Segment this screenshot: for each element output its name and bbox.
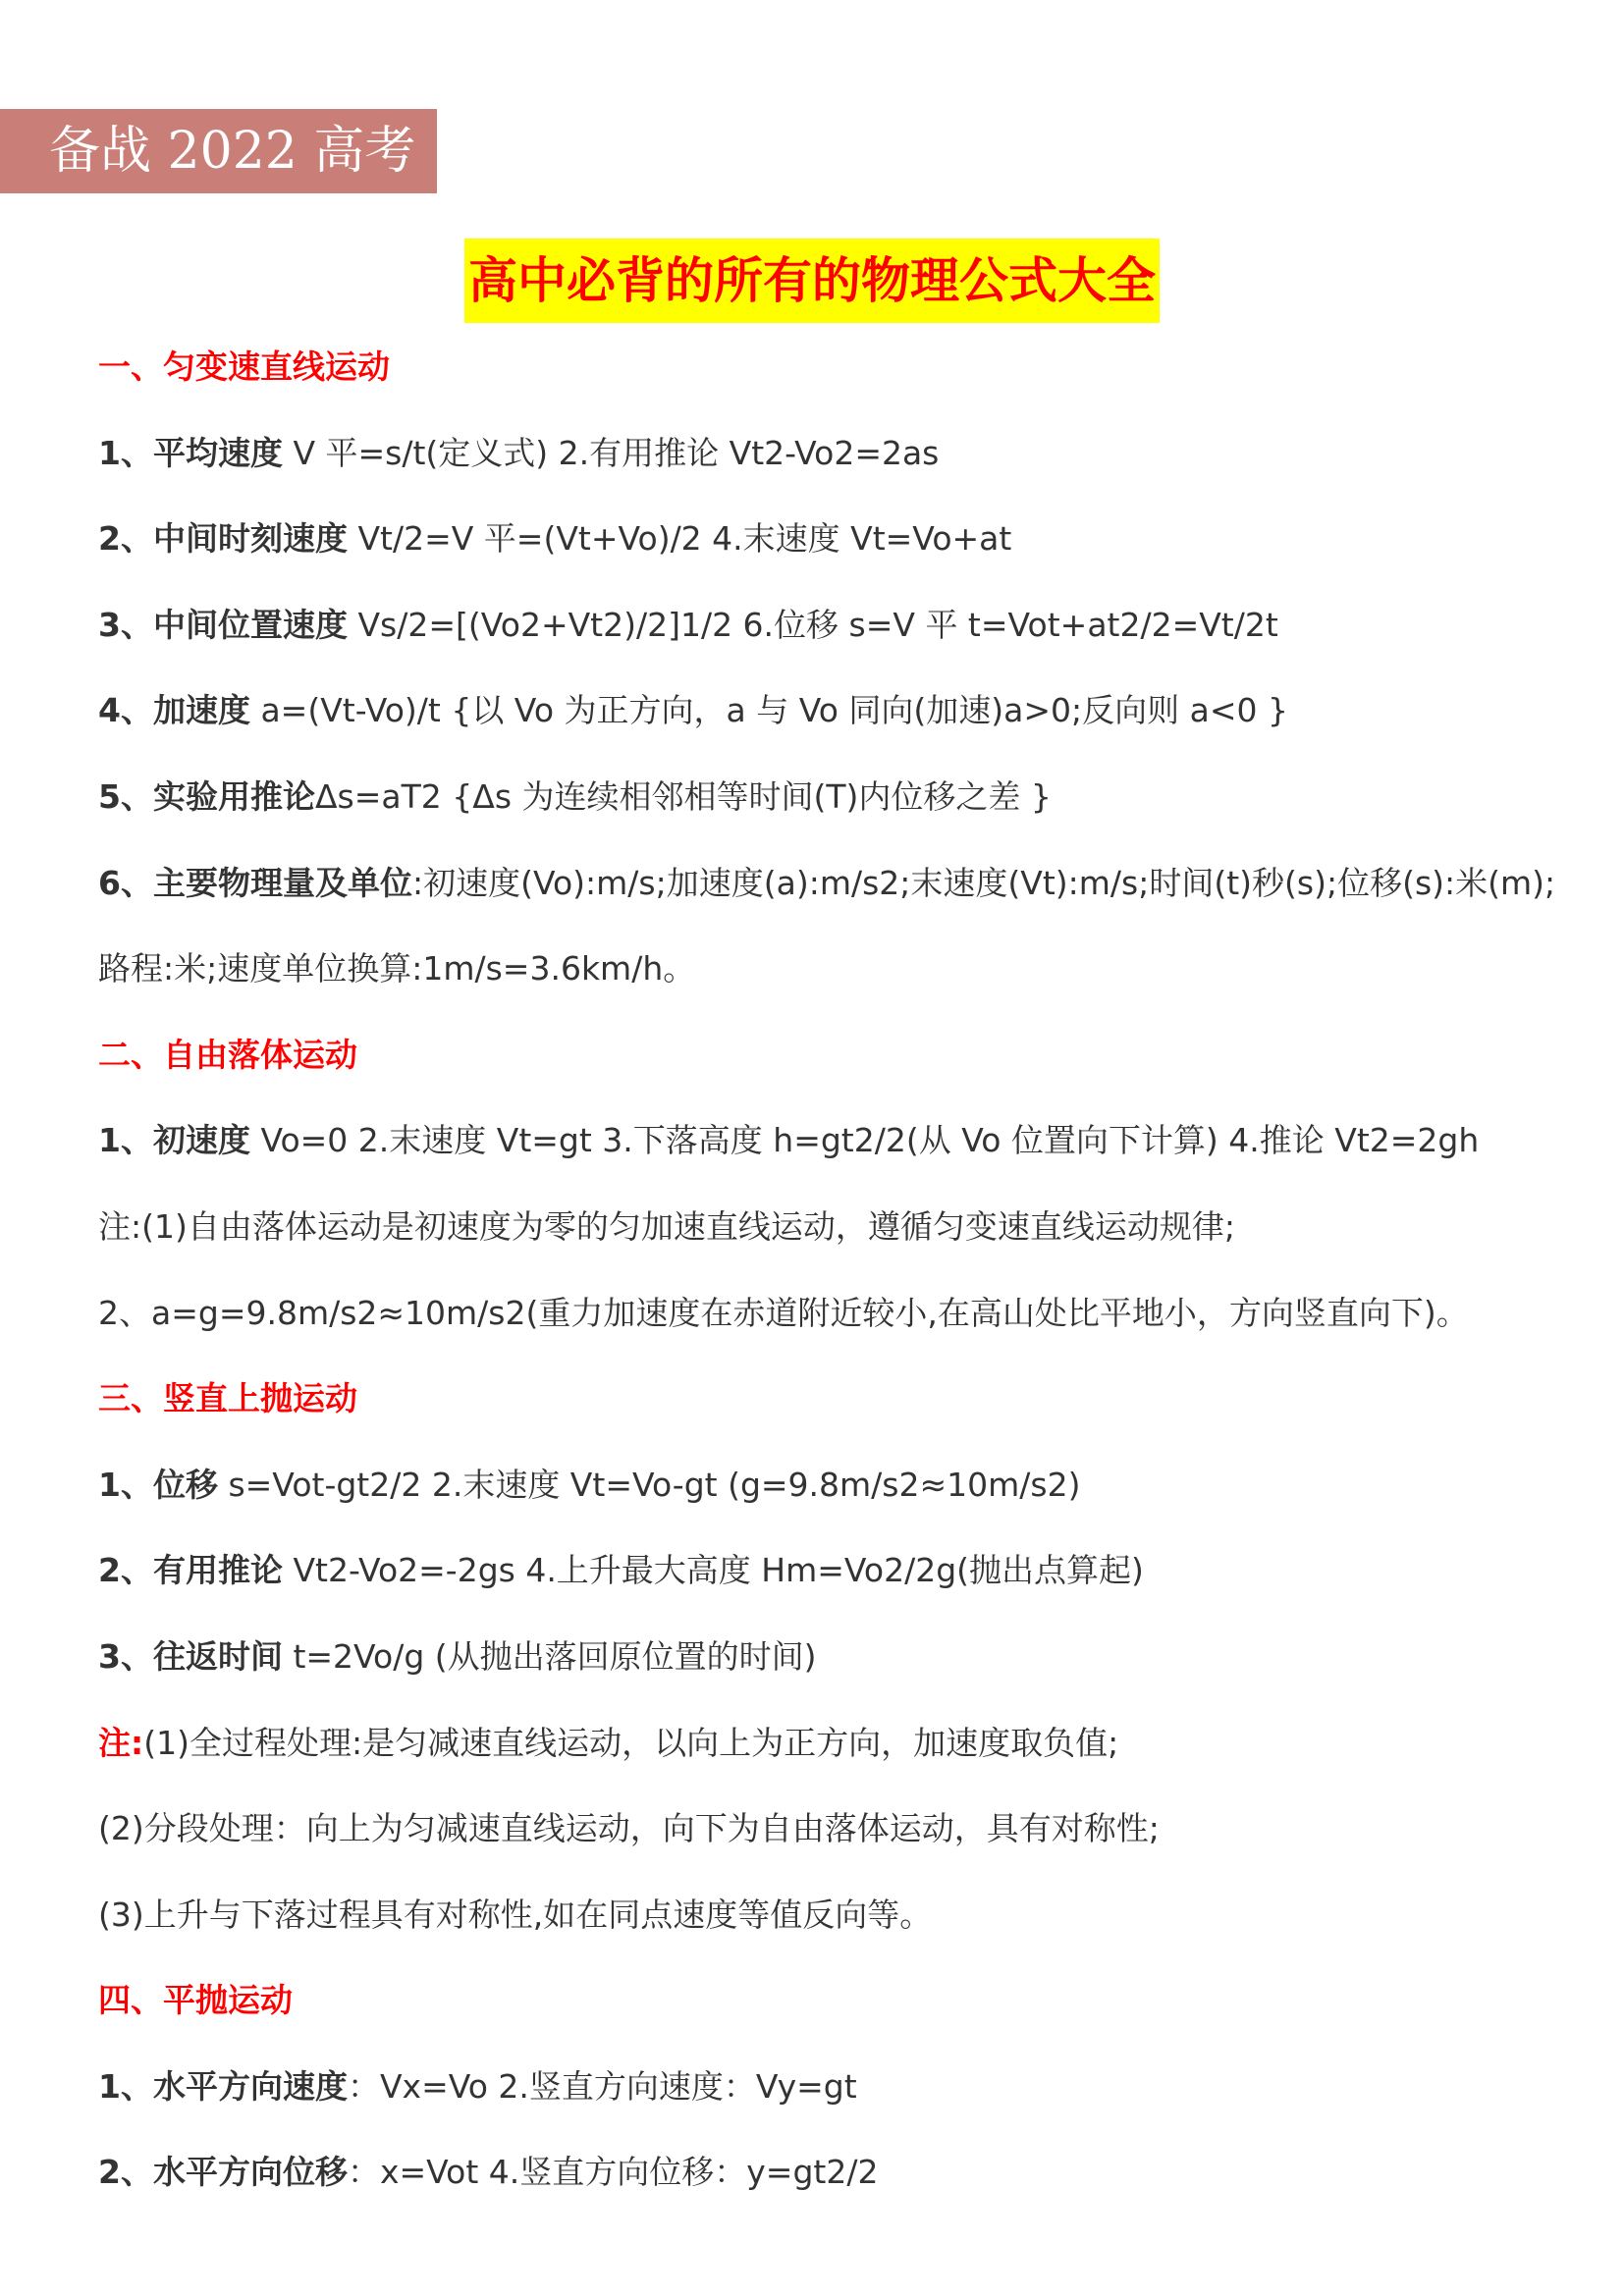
formula-label: 4、加速度 — [98, 691, 250, 730]
formula-line — [98, 1527, 1551, 1614]
formula-text: :初速度(Vo):m/s;加速度(a):m/s2;末速度(Vt):m/s;时间(t)秒(s);位移(s):米(m); — [411, 863, 1556, 902]
formula-text: a=(Vt-Vo)/t {以 Vo 为正方向，a 与 Vo 同向(加速)a>0;反向则 a<0 } — [249, 691, 1288, 730]
formula-text: V 平=s/t(定义式) 2.有用推论 Vt2-Vo2=2as — [282, 433, 940, 472]
section-heading: 三、竖直上抛运动 — [98, 1379, 357, 1418]
formula-line — [98, 2044, 1551, 2130]
formula-label: 1、初速度 — [98, 1121, 250, 1160]
formula-line — [98, 1097, 1551, 1184]
text-line: 注:(1)自由落体运动是初速度为零的匀加速直线运动，遵循匀变速直线运动规律; — [98, 1206, 1235, 1246]
formula-label: 1、位移 — [98, 1465, 218, 1504]
formula-text: Vs/2=[(Vo2+Vt2)/2]1/2 6.位移 s=V 平 t=Vot+at2/2=Vt/2t — [347, 605, 1278, 644]
text-line: 2、a=g=9.8m/s2≈10m/s2(重力加速度在赤道附近较小,在高山处比平地小，方向竖直向下)。 — [98, 1293, 1469, 1332]
formula-label: 2、有用推论 — [98, 1551, 283, 1590]
formula-line — [98, 1442, 1551, 1528]
formula-label: 2、水平方向位移 — [98, 2153, 348, 2192]
formula-line — [98, 667, 1551, 754]
formula-text: Vt/2=V 平=(Vt+Vo)/2 4.末速度 Vt=Vo+at — [347, 519, 1012, 559]
formula-line — [98, 410, 1551, 497]
text-line: (3)上升与下落过程具有对称性,如在同点速度等值反向等。 — [98, 1895, 933, 1934]
formula-line — [98, 496, 1551, 582]
exam-banner: 备战 2022 高考 — [0, 109, 437, 193]
formula-label: 3、中间位置速度 — [98, 605, 348, 644]
formula-line — [98, 2129, 1551, 2216]
formula-line — [98, 840, 1556, 927]
section-heading: 四、平抛运动 — [98, 1981, 293, 2020]
formula-text: ：Vx=Vo 2.竖直方向速度：Vy=gt — [347, 2066, 857, 2106]
formula-text: t=2Vo/g (从抛出落回原位置的时间) — [282, 1636, 817, 1676]
formula-line — [98, 582, 1551, 668]
formula-label: 6、主要物理量及单位 — [98, 863, 412, 902]
section-heading: 二、自由落体运动 — [98, 1035, 357, 1074]
formula-label: 1、平均速度 — [98, 433, 283, 472]
page-title: 高中必背的所有的物理公式大全 — [464, 239, 1160, 323]
text-line: 路程:米;速度单位换算:1m/s=3.6km/h。 — [98, 949, 696, 988]
formula-label: 2、中间时刻速度 — [98, 519, 348, 559]
formula-line — [98, 1614, 1551, 1700]
text-line: (2)分段处理：向上为匀减速直线运动，向下为自由落体运动，具有对称性; — [98, 1809, 1160, 1848]
formula-label: 5、实验用推论 — [98, 776, 315, 816]
note-text: (1)全过程处理:是匀减速直线运动，以向上为正方向，加速度取负值; — [143, 1723, 1119, 1762]
note-line — [98, 1700, 1551, 1787]
formula-label: 1、水平方向速度 — [98, 2066, 348, 2106]
formula-text: s=Vot-gt2/2 2.末速度 Vt=Vo-gt (g=9.8m/s2≈10m/s2) — [217, 1465, 1081, 1504]
formula-content — [98, 324, 1556, 2216]
formula-label: 3、往返时间 — [98, 1636, 283, 1676]
formula-text: Vt2-Vo2=-2gs 4.上升最大高度 Hm=Vo2/2g(抛出点算起) — [282, 1551, 1144, 1590]
title-container — [0, 239, 1624, 323]
formula-line — [98, 754, 1551, 840]
formula-text: Vo=0 2.末速度 Vt=gt 3.下落高度 h=gt2/2(从 Vo 位置向下计算) 4.推论 Vt2=2gh — [249, 1121, 1480, 1160]
formula-text: ：x=Vot 4.竖直方向位移：y=gt2/2 — [347, 2153, 879, 2192]
note-label: 注: — [98, 1723, 144, 1762]
formula-text: Δs=aT2 {Δs 为连续相邻相等时间(T)内位移之差 } — [314, 776, 1052, 816]
section-heading: 一、匀变速直线运动 — [98, 347, 390, 386]
